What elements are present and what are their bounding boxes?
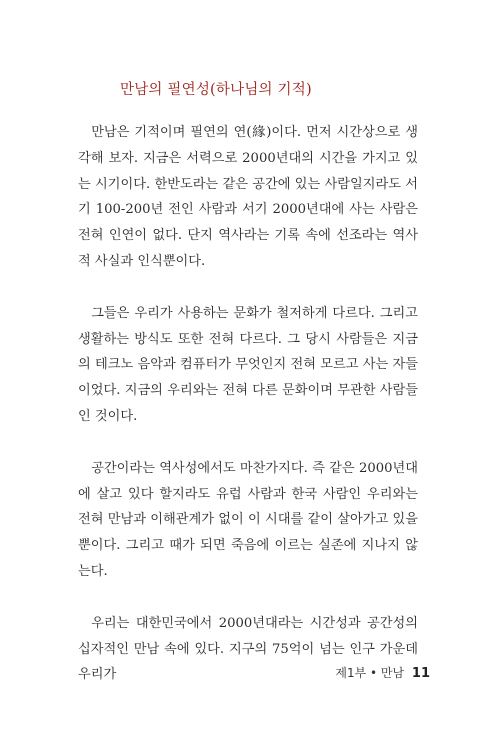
page-footer: [335, 664, 430, 681]
paragraph-3: 공간이라는 역사성에서도 마찬가지다. 즉 같은 2000년대에 살고 있다 할지라도 유럽 사람과 한국 사람인 우리와는 전혀 만남과 이해관계가 없이 이 시대를 같이 살아가고 있을 뿐이다. 그리고 때가 되면 죽음에 이르는 실존에 지나지 않는다.: [78, 460, 418, 579]
body-text: [78, 120, 418, 688]
paragraph-2: 그들은 우리가 사용하는 문화가 철저하게 다르다. 그리고 생활하는 방식도 또한 전혀 다르다. 그 당시 사람들은 지금의 테크노 음악과 컴퓨터가 무엇인지 전혀 모르고 사는 자들이었다. 지금의 우리와는 전혀 다른 문화이며 무관한 사람들인 것이다.: [78, 305, 418, 424]
paragraph-1: 만남은 기적이며 필연의 연(緣)이다. 먼저 시간상으로 생각해 보자. 지금은 서력으로 2000년대의 시간을 가지고 있는 시기이다. 한반도라는 같은 공간에 있는 사람일지라도 서기 100-200년 전인 사람과 서기 2000년대에 사는 사람은 전혀 인연이 없다. 단지 역사라는 기록 속에 선조라는 역사적 사실과 인식뿐이다.: [78, 125, 418, 269]
running-head: 제1부 • 만남: [335, 666, 405, 680]
section-title: 만남의 필연성(하나님의 기적): [120, 82, 312, 98]
page-number: 11: [411, 666, 430, 681]
paragraph-4: 우리는 대한민국에서 2000년대라는 시간성과 공간성의 십자적인 만남 속에 있다. 지구의 75억이 넘는 인구 가운데 우리가: [78, 615, 418, 683]
